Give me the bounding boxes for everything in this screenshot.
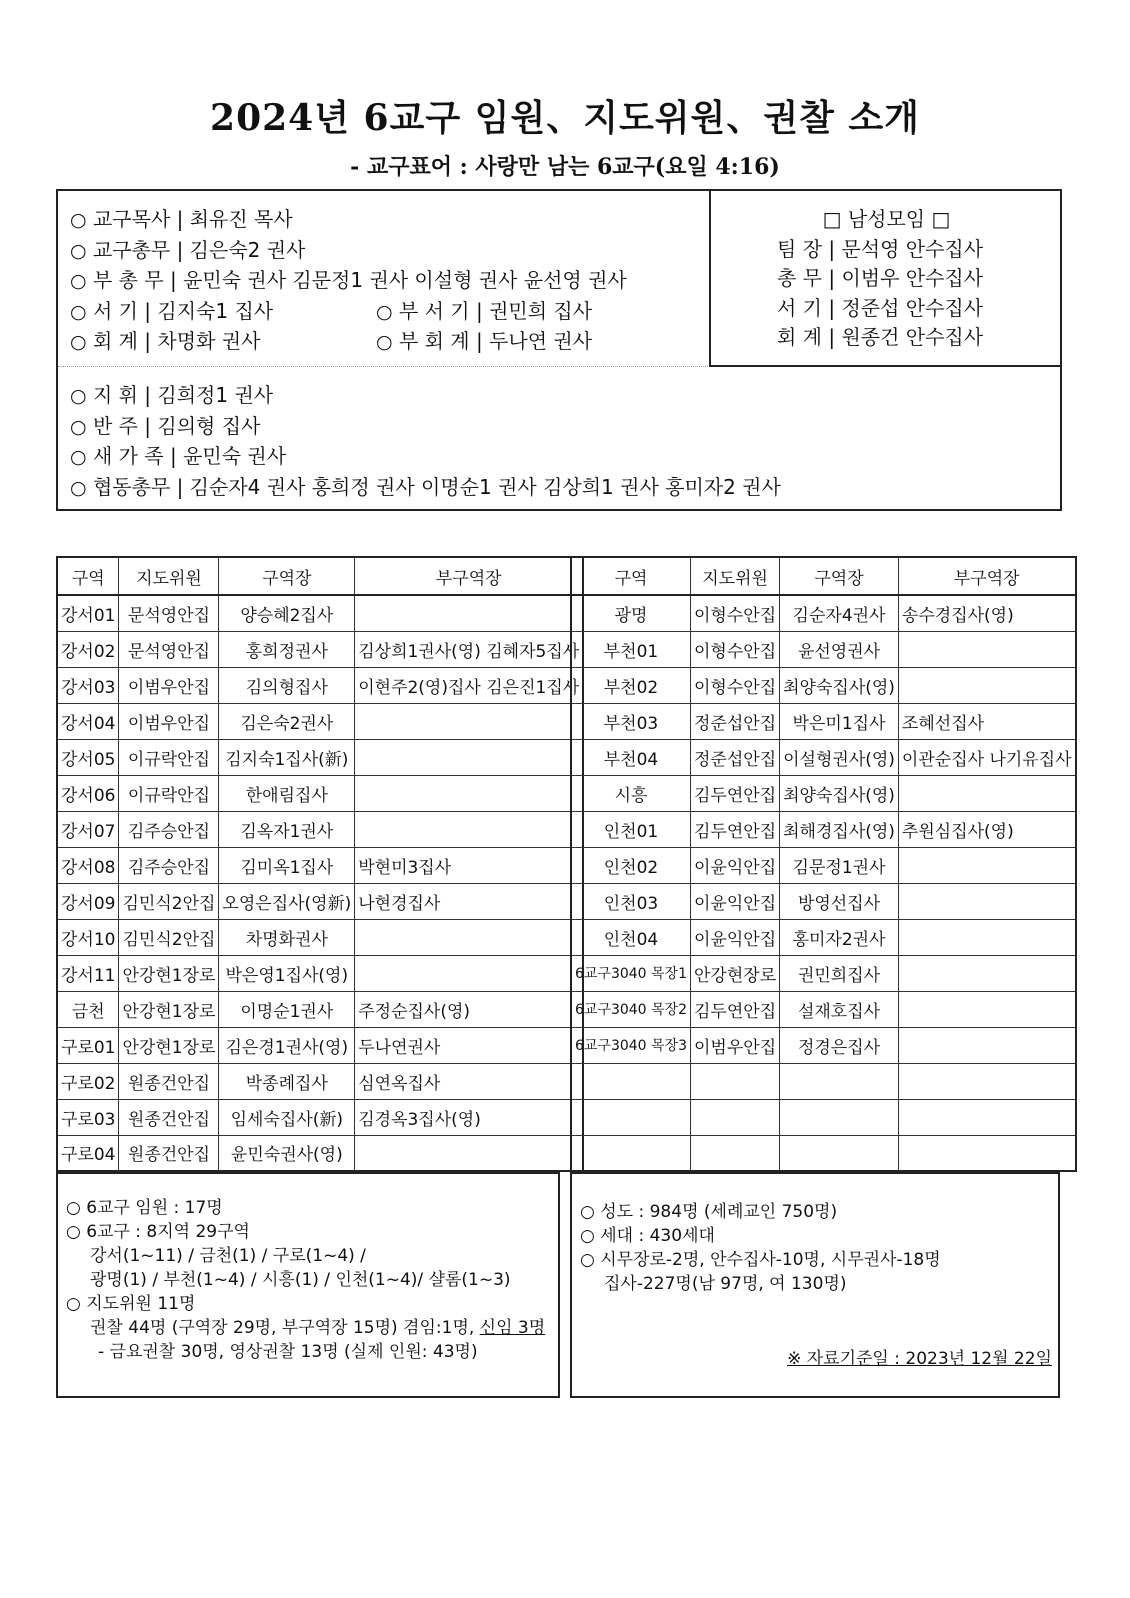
table-row bbox=[57, 1135, 583, 1171]
page-subtitle: - 교구표어 : 사랑만 남는 6교구(요일 4:16) bbox=[350, 154, 780, 180]
district-table-left bbox=[56, 556, 584, 1172]
summary-line: 집사-227명(남 97명, 여 130명) bbox=[604, 1274, 847, 1294]
subleader-cell: 이현주2(영)집사 김은진1집사 bbox=[355, 667, 583, 703]
subleader-cell bbox=[898, 775, 1075, 811]
advisor-cell: 이범우안집 bbox=[691, 1027, 780, 1063]
subleader-cell bbox=[355, 739, 583, 775]
district-cell: 강서07 bbox=[57, 811, 119, 847]
leader-cell: 정경은집사 bbox=[780, 1027, 899, 1063]
officer-line: ○ 교구목사 | 최유진 목사 bbox=[70, 207, 293, 231]
leader-cell: 방영선집사 bbox=[780, 883, 899, 919]
leader-cell bbox=[780, 1099, 899, 1135]
circle-icon: ○ bbox=[70, 446, 87, 468]
table-row bbox=[571, 955, 1076, 991]
advisor-cell: 이형수안집 bbox=[691, 631, 780, 667]
subleader-cell bbox=[898, 991, 1075, 1027]
table-row bbox=[571, 811, 1076, 847]
leader-cell: 박은미1집사 bbox=[780, 703, 899, 739]
leader-cell: 양승혜2집사 bbox=[219, 595, 355, 631]
leader-cell: 김문정1권사 bbox=[780, 847, 899, 883]
subleader-cell bbox=[898, 919, 1075, 955]
advisor-cell: 원종건안집 bbox=[119, 1099, 219, 1135]
new-count: 신임 3명 bbox=[479, 1318, 546, 1338]
column-header: 부구역장 bbox=[898, 557, 1075, 595]
table-row bbox=[57, 667, 583, 703]
subleader-cell: 두나연권사 bbox=[355, 1027, 583, 1063]
leader-cell: 이설형권사(영) bbox=[780, 739, 899, 775]
leader-cell: 김의형집사 bbox=[219, 667, 355, 703]
table-row bbox=[57, 883, 583, 919]
table-row bbox=[571, 1099, 1076, 1135]
district-cell bbox=[571, 1027, 691, 1063]
leader-cell: 최양숙집사(영) bbox=[780, 667, 899, 703]
district-cell: 강서03 bbox=[57, 667, 119, 703]
circle-icon: ○ bbox=[376, 331, 393, 353]
date-note: ※ 자료기준일 : 2023년 12월 22일 bbox=[787, 1349, 1052, 1369]
summary-line: ○ 6교구 : 8지역 29구역 bbox=[66, 1222, 250, 1242]
circle-icon: ○ bbox=[70, 385, 87, 407]
subleader-cell bbox=[898, 667, 1075, 703]
table-row bbox=[571, 919, 1076, 955]
advisor-cell: 문석영안집 bbox=[119, 631, 219, 667]
summary-line: 광명(1) / 부천(1~4) / 시흥(1) / 인천(1~4)/ 샬롬(1~3) bbox=[90, 1270, 511, 1290]
leader-cell: 홍미자2권사 bbox=[780, 919, 899, 955]
district-cell: 부천04 bbox=[571, 739, 691, 775]
officers-box bbox=[56, 189, 1062, 511]
district-cell: 구로01 bbox=[57, 1027, 119, 1063]
subleader-cell: 주정순집사(영) bbox=[355, 991, 583, 1027]
leader-cell: 김지숙1집사(新) bbox=[219, 739, 355, 775]
summary-line: 강서(1~11) / 금천(1) / 구로(1~4) / bbox=[90, 1246, 366, 1266]
table-row bbox=[57, 739, 583, 775]
district-cell bbox=[571, 1063, 691, 1099]
summary-left bbox=[56, 1172, 560, 1398]
leader-cell bbox=[780, 1135, 899, 1171]
table-row bbox=[57, 631, 583, 667]
advisor-cell: 김주승안집 bbox=[119, 811, 219, 847]
district-cell: 시흥 bbox=[571, 775, 691, 811]
district-cell: 강서11 bbox=[57, 955, 119, 991]
summary-line: ○ 6교구 임원 : 17명 bbox=[66, 1198, 223, 1218]
advisor-cell: 원종건안집 bbox=[119, 1135, 219, 1171]
officer-line: ○ 협동총무 | 김순자4 권사 홍희정 권사 이명순1 권사 김상희1 권사 홍미자2 권사 bbox=[70, 474, 781, 499]
leader-cell: 한애림집사 bbox=[219, 775, 355, 811]
table-row bbox=[57, 811, 583, 847]
district-cell: 부천03 bbox=[571, 703, 691, 739]
subleader-cell bbox=[355, 955, 583, 991]
leader-cell: 임세숙집사(新) bbox=[219, 1099, 355, 1135]
subleader-cell: 심연옥집사 bbox=[355, 1063, 583, 1099]
advisor-cell: 김두연안집 bbox=[691, 811, 780, 847]
district-label: 6교구3040 목장3 bbox=[575, 1038, 687, 1054]
district-cell: 강서01 bbox=[57, 595, 119, 631]
leader-cell bbox=[780, 1063, 899, 1099]
table-row bbox=[571, 883, 1076, 919]
leader-cell: 차명화권사 bbox=[219, 919, 355, 955]
subleader-cell bbox=[355, 595, 583, 631]
officer-pair: ○ 서 기 | 김지숙1 집사 ○ 부 서 기 | 권민희 집사 bbox=[70, 298, 593, 323]
advisor-cell: 이형수안집 bbox=[691, 667, 780, 703]
table-row bbox=[57, 991, 583, 1027]
mens-group bbox=[709, 191, 1062, 367]
advisor-cell: 이윤익안집 bbox=[691, 883, 780, 919]
mens-group-line: 총 무 | 이범우 안수집사 bbox=[777, 266, 984, 290]
circle-icon: ○ bbox=[70, 300, 87, 323]
district-cell: 강서06 bbox=[57, 775, 119, 811]
advisor-cell: 이형수안집 bbox=[691, 595, 780, 631]
officer-line: ○ 지 휘 | 김희정1 권사 bbox=[70, 383, 274, 407]
summary-line: ○ 지도위원 11명 bbox=[66, 1294, 196, 1314]
circle-icon: ○ bbox=[70, 270, 87, 292]
district-cell: 강서02 bbox=[57, 631, 119, 667]
table-row bbox=[571, 775, 1076, 811]
officer-pair: ○ 회 계 | 차명화 권사 ○ 부 회 계 | 두나연 권사 bbox=[70, 329, 593, 353]
summary-line: ○ 시무장로-2명, 안수집사-10명, 시무권사-18명 bbox=[580, 1250, 941, 1270]
subleader-cell bbox=[898, 847, 1075, 883]
district-cell bbox=[571, 991, 691, 1027]
leader-cell: 김은숙2권사 bbox=[219, 703, 355, 739]
leader-cell: 이명순1권사 bbox=[219, 991, 355, 1027]
district-cell: 금천 bbox=[57, 991, 119, 1027]
district-cell: 강서09 bbox=[57, 883, 119, 919]
table-row bbox=[57, 919, 583, 955]
circle-icon: ○ bbox=[70, 331, 87, 353]
advisor-cell: 안강현장로 bbox=[691, 955, 780, 991]
summary-right bbox=[570, 1172, 1060, 1398]
subleader-cell: 송수경집사(영) bbox=[898, 595, 1075, 631]
table-row bbox=[571, 991, 1076, 1027]
subleader-cell bbox=[898, 631, 1075, 667]
district-cell: 인천03 bbox=[571, 883, 691, 919]
officer-line: ○ 반 주 | 김의형 집사 bbox=[70, 413, 261, 438]
officer-line: ○ 부 총 무 | 윤민숙 권사 김문정1 권사 이설형 권사 윤선영 권사 bbox=[70, 268, 627, 292]
column-header: 구역 bbox=[571, 557, 691, 595]
district-cell: 강서08 bbox=[57, 847, 119, 883]
column-header: 구역장 bbox=[219, 557, 355, 595]
officer-line: ○ 새 가 족 | 윤민숙 권사 bbox=[70, 444, 287, 468]
subleader-cell bbox=[355, 703, 583, 739]
district-cell bbox=[571, 955, 691, 991]
subleader-cell bbox=[355, 811, 583, 847]
advisor-cell: 문석영안집 bbox=[119, 595, 219, 631]
table-row bbox=[571, 1063, 1076, 1099]
table-row bbox=[57, 955, 583, 991]
district-cell: 광명 bbox=[571, 595, 691, 631]
advisor-cell: 정준섭안집 bbox=[691, 739, 780, 775]
advisor-cell: 원종건안집 bbox=[119, 1063, 219, 1099]
subleader-cell bbox=[898, 1135, 1075, 1171]
advisor-cell bbox=[691, 1135, 780, 1171]
advisor-cell: 김주승안집 bbox=[119, 847, 219, 883]
district-cell: 강서10 bbox=[57, 919, 119, 955]
circle-icon: ○ bbox=[70, 239, 87, 262]
advisor-cell: 김두연안집 bbox=[691, 775, 780, 811]
subleader-cell bbox=[355, 919, 583, 955]
district-cell bbox=[571, 1099, 691, 1135]
page-title: 2024년 6교구 임원、지도위원、권찰 소개 bbox=[210, 97, 920, 139]
column-header: 부구역장 bbox=[355, 557, 583, 595]
district-label: 6교구3040 목장1 bbox=[575, 966, 687, 982]
leader-cell: 김은경1권사(영) bbox=[219, 1027, 355, 1063]
circle-icon: ○ bbox=[70, 476, 87, 499]
subleader-cell: 김경옥3집사(영) bbox=[355, 1099, 583, 1135]
subleader-cell bbox=[355, 1135, 583, 1171]
table-row bbox=[57, 1063, 583, 1099]
advisor-cell: 김민식2안집 bbox=[119, 883, 219, 919]
advisor-cell: 이윤익안집 bbox=[691, 919, 780, 955]
leader-cell: 김순자4권사 bbox=[780, 595, 899, 631]
subleader-cell: 조혜선집사 bbox=[898, 703, 1075, 739]
subleader-cell bbox=[355, 775, 583, 811]
advisor-cell: 정준섭안집 bbox=[691, 703, 780, 739]
summary-line: ○ 세대 : 430세대 bbox=[580, 1226, 715, 1246]
column-header: 구역장 bbox=[780, 557, 899, 595]
column-header: 지도위원 bbox=[691, 557, 780, 595]
mens-group-line: 팀 장 | 문석영 안수집사 bbox=[777, 236, 984, 261]
table-row bbox=[571, 631, 1076, 667]
table-row bbox=[57, 1099, 583, 1135]
subleader-cell: 김상희1권사(영) 김혜자5집사 bbox=[355, 631, 583, 667]
circle-icon: ○ bbox=[70, 209, 87, 231]
district-cell: 인천04 bbox=[571, 919, 691, 955]
leader-cell: 최해경집사(영) bbox=[780, 811, 899, 847]
table-row bbox=[57, 847, 583, 883]
table-row bbox=[57, 703, 583, 739]
advisor-cell: 이범우안집 bbox=[119, 703, 219, 739]
advisor-cell: 김두연안집 bbox=[691, 991, 780, 1027]
advisor-cell: 이윤익안집 bbox=[691, 847, 780, 883]
leader-cell: 윤민숙권사(영) bbox=[219, 1135, 355, 1171]
table-row bbox=[57, 775, 583, 811]
leader-cell: 윤선영권사 bbox=[780, 631, 899, 667]
table-row bbox=[57, 595, 583, 631]
leader-cell: 권민희집사 bbox=[780, 955, 899, 991]
circle-icon: ○ bbox=[376, 300, 393, 323]
table-row bbox=[571, 703, 1076, 739]
summary-line: - 금요권찰 30명, 영상권찰 13명 (실제 인원: 43명) bbox=[98, 1342, 478, 1362]
district-cell: 강서05 bbox=[57, 739, 119, 775]
advisor-cell: 안강현1장로 bbox=[119, 955, 219, 991]
parish-officers bbox=[58, 191, 708, 367]
subleader-cell: 이관순집사 나기유집사 bbox=[898, 739, 1075, 775]
leader-cell: 최양숙집사(영) bbox=[780, 775, 899, 811]
table-header-row bbox=[57, 557, 583, 595]
advisor-cell bbox=[691, 1063, 780, 1099]
table-header-row bbox=[571, 557, 1076, 595]
officer-line: ○ 교구총무 | 김은숙2 권사 bbox=[70, 237, 306, 262]
advisor-cell: 김민식2안집 bbox=[119, 919, 219, 955]
leader-cell: 김옥자1권사 bbox=[219, 811, 355, 847]
district-cell: 구로03 bbox=[57, 1099, 119, 1135]
table-row bbox=[571, 667, 1076, 703]
mens-group-line: 회 계 | 원종건 안수집사 bbox=[777, 325, 984, 349]
leader-cell: 박종례집사 bbox=[219, 1063, 355, 1099]
district-cell: 구로04 bbox=[57, 1135, 119, 1171]
district-cell: 부천01 bbox=[571, 631, 691, 667]
district-cell bbox=[571, 1135, 691, 1171]
table-row bbox=[571, 595, 1076, 631]
table-row bbox=[571, 739, 1076, 775]
subleader-cell bbox=[898, 1099, 1075, 1135]
subleader-cell: 나현경집사 bbox=[355, 883, 583, 919]
district-table-right bbox=[570, 556, 1077, 1172]
leader-cell: 설재호집사 bbox=[780, 991, 899, 1027]
district-label: 6교구3040 목장2 bbox=[575, 1002, 687, 1018]
leader-cell: 홍희정권사 bbox=[219, 631, 355, 667]
table-row bbox=[571, 847, 1076, 883]
summary-line: 권찰 44명 (구역장 29명, 부구역장 15명) 겸임:1명, 신임 3명 bbox=[90, 1318, 546, 1338]
advisor-cell: 안강현1장로 bbox=[119, 1027, 219, 1063]
leader-cell: 박은영1집사(영) bbox=[219, 955, 355, 991]
district-cell: 인천02 bbox=[571, 847, 691, 883]
advisor-cell: 이규락안집 bbox=[119, 739, 219, 775]
worship-officers bbox=[58, 367, 1062, 511]
advisor-cell: 안강현1장로 bbox=[119, 991, 219, 1027]
district-cell: 인천01 bbox=[571, 811, 691, 847]
mens-group-line: 서 기 | 정준섭 안수집사 bbox=[777, 295, 984, 320]
advisor-cell: 이규락안집 bbox=[119, 775, 219, 811]
subleader-cell: 추원심집사(영) bbox=[898, 811, 1075, 847]
district-cell: 강서04 bbox=[57, 703, 119, 739]
subleader-cell bbox=[898, 1027, 1075, 1063]
subleader-cell bbox=[898, 955, 1075, 991]
mens-group-title: □ 남성모임 □ bbox=[822, 207, 951, 231]
advisor-cell bbox=[691, 1099, 780, 1135]
summary-line: ○ 성도 : 984명 (세례교인 750명) bbox=[580, 1202, 838, 1222]
subleader-cell bbox=[898, 883, 1075, 919]
circle-icon: ○ bbox=[70, 415, 87, 438]
district-cell: 구로02 bbox=[57, 1063, 119, 1099]
table-row bbox=[571, 1135, 1076, 1171]
table-row bbox=[571, 1027, 1076, 1063]
table-row bbox=[57, 1027, 583, 1063]
column-header: 구역 bbox=[57, 557, 119, 595]
subleader-cell: 박현미3집사 bbox=[355, 847, 583, 883]
district-cell: 부천02 bbox=[571, 667, 691, 703]
leader-cell: 김미옥1집사 bbox=[219, 847, 355, 883]
advisor-cell: 이범우안집 bbox=[119, 667, 219, 703]
column-header: 지도위원 bbox=[119, 557, 219, 595]
subleader-cell bbox=[898, 1063, 1075, 1099]
leader-cell: 오영은집사(영新) bbox=[219, 883, 355, 919]
